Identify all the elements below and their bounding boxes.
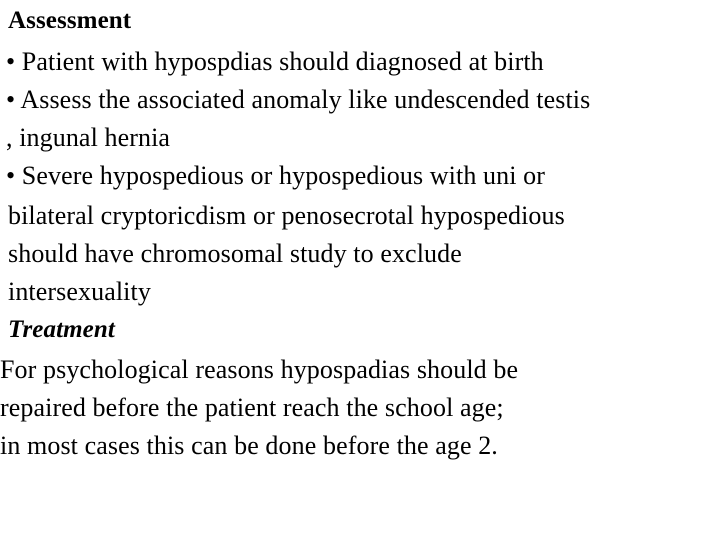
treatment-text-line-3: in most cases this can be done before the age 2. <box>0 431 498 460</box>
assessment-bullet-3: • Severe hypospedious or hypospedious with uni or <box>6 161 546 190</box>
assessment-bullet-2-continued: , ingunal hernia <box>6 123 171 152</box>
treatment-text-line-1: For psychological reasons hypospadias should be <box>0 355 519 384</box>
treatment-heading: Treatment <box>8 316 115 343</box>
assessment-bullet-1: • Patient with hypospdias should diagnosed at birth <box>6 47 544 76</box>
assessment-bullet-2: • Assess the associated anomaly like undescended testis <box>6 85 591 114</box>
assessment-bullet-3-line-2: bilateral cryptoricdism or penosecrotal hypospedious <box>8 201 565 230</box>
assessment-bullet-3-line-4: intersexuality <box>8 277 151 306</box>
treatment-text-line-2: repaired before the patient reach the school age; <box>0 393 504 422</box>
assessment-heading: Assessment <box>8 7 132 34</box>
assessment-bullet-3-line-3: should have chromosomal study to exclude <box>8 239 462 268</box>
